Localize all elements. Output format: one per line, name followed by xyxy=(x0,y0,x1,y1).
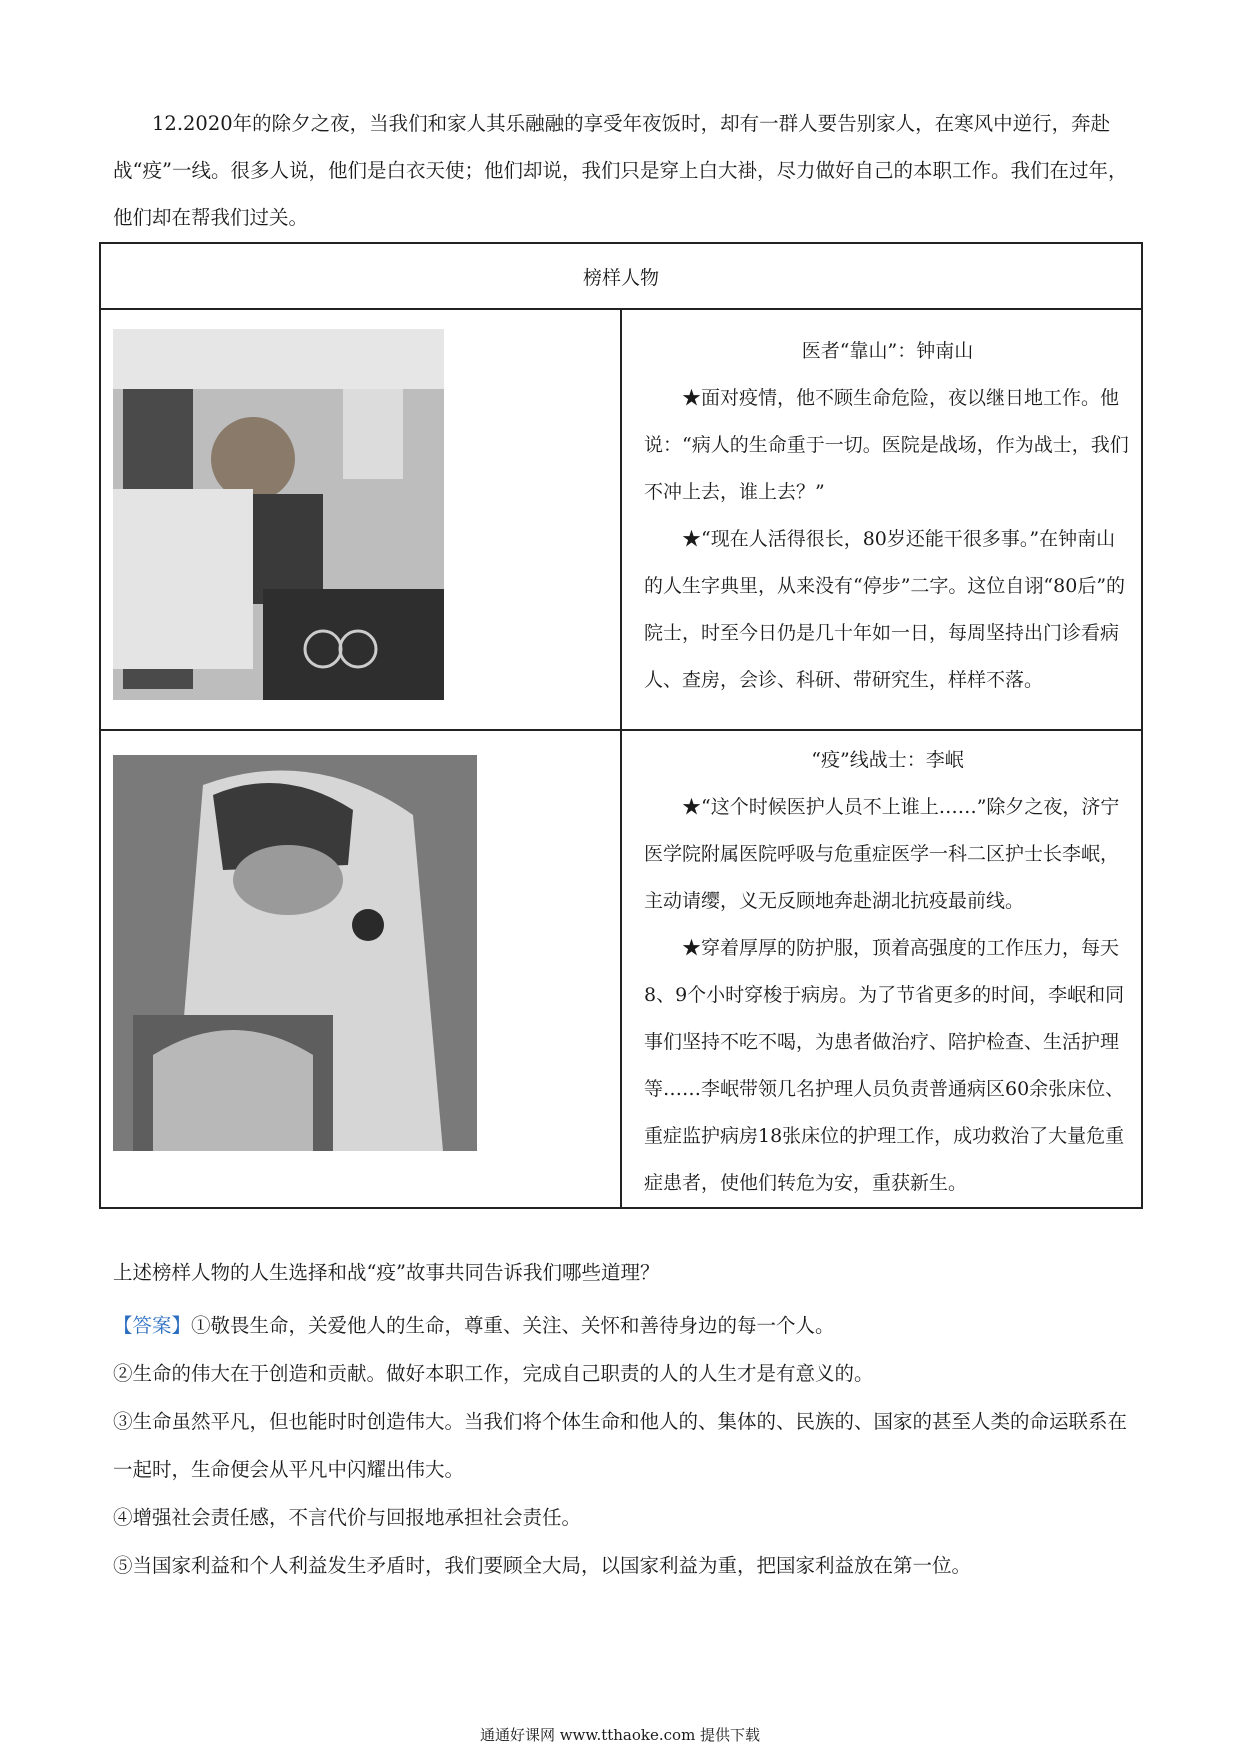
table-row xyxy=(100,730,1142,1208)
li-min-text xyxy=(621,730,1142,1208)
answer-tag: 【答案】 xyxy=(113,1314,192,1337)
exemplar-table xyxy=(99,242,1143,1209)
answer-block xyxy=(113,1302,1131,1590)
row-paragraph: ★面对疫情，他不顾生命危险，夜以继日地工作。他说：“病人的生命重于一切。医院是战场，作为战士，我们不冲上去，谁上去？” xyxy=(644,387,1129,503)
photo-cell xyxy=(100,309,621,730)
table-header-row xyxy=(100,243,1142,309)
zhong-nanshan-photo xyxy=(113,329,444,700)
answer-item xyxy=(113,1302,1131,1350)
row-paragraph: ★“这个时候医护人员不上谁上……”除夕之夜，济宁医学院附属医院呼吸与危重症医学一科二区护士长李岷，主动请缨，义无反顾地奔赴湖北抗疫最前线。 xyxy=(644,796,1120,912)
row-paragraph: ★穿着厚厚的防护服，顶着高强度的工作压力，每天8、9个小时穿梭于病房。为了节省更多的时间，李岷和同事们坚持不吃不喝，为患者做治疗、陪护检查、生活护理等……李岷带领几名护理人员负责普通病区60余张床位、重症监护病房18张床位的护理工作，成功救治了大量危重症患者，使他们转危为安，重获新生。 xyxy=(644,937,1125,1194)
intro-paragraph: 12.2020年的除夕之夜，当我们和家人其乐融融的享受年夜饭时，却有一群人要告别家人，在寒风中逆行，奔赴战“疫”一线。很多人说，他们是白衣天使；他们却说，我们只是穿上白大褂，尽力做好自己的本职工作。我们在过年，他们却在帮我们过关。 xyxy=(113,112,1128,229)
answer-item: ③生命虽然平凡，但也能时时创造伟大。当我们将个体生命和他人的、集体的、民族的、国家的甚至人类的命运联系在一起时，生命便会从平凡中闪耀出伟大。 xyxy=(113,1410,1128,1481)
row-title: 医者“靠山”：钟南山 xyxy=(801,340,974,362)
li-min-photo xyxy=(113,755,477,1151)
table-header: 榜样人物 xyxy=(100,243,1142,309)
answer-item-text: ①敬畏生命，关爱他人的生命，尊重、关注、关怀和善待身边的每一个人。 xyxy=(191,1314,835,1337)
answer-item: ⑤当国家利益和个人利益发生矛盾时，我们要顾全大局，以国家利益为重，把国家利益放在第一位。 xyxy=(113,1554,972,1577)
page-footer: 通通好课网 www.tthaoke.com 提供下载 xyxy=(479,1726,761,1744)
table-row xyxy=(100,309,1142,730)
row-paragraph: ★“现在人活得很长，80岁还能干很多事。”在钟南山的人生字典里，从来没有“停步”二字。这位自诩“80后”的院士，时至今日仍是几十年如一日，每周坚持出门诊看病人、查房，会诊、科研、带研究生，样样不落。 xyxy=(644,528,1126,691)
photo-illustration xyxy=(113,329,444,700)
zhong-nanshan-text xyxy=(621,309,1142,730)
row-title: “疫”线战士：李岷 xyxy=(811,749,964,771)
photo-illustration xyxy=(113,755,477,1151)
answer-item: ④增强社会责任感，不言代价与回报地承担社会责任。 xyxy=(113,1506,582,1529)
photo-cell xyxy=(100,730,621,1208)
question-text: 上述榜样人物的人生选择和战“疫”故事共同告诉我们哪些道理？ xyxy=(113,1261,660,1284)
answer-item: ②生命的伟大在于创造和贡献。做好本职工作，完成自己职责的人的人生才是有意义的。 xyxy=(113,1362,874,1385)
